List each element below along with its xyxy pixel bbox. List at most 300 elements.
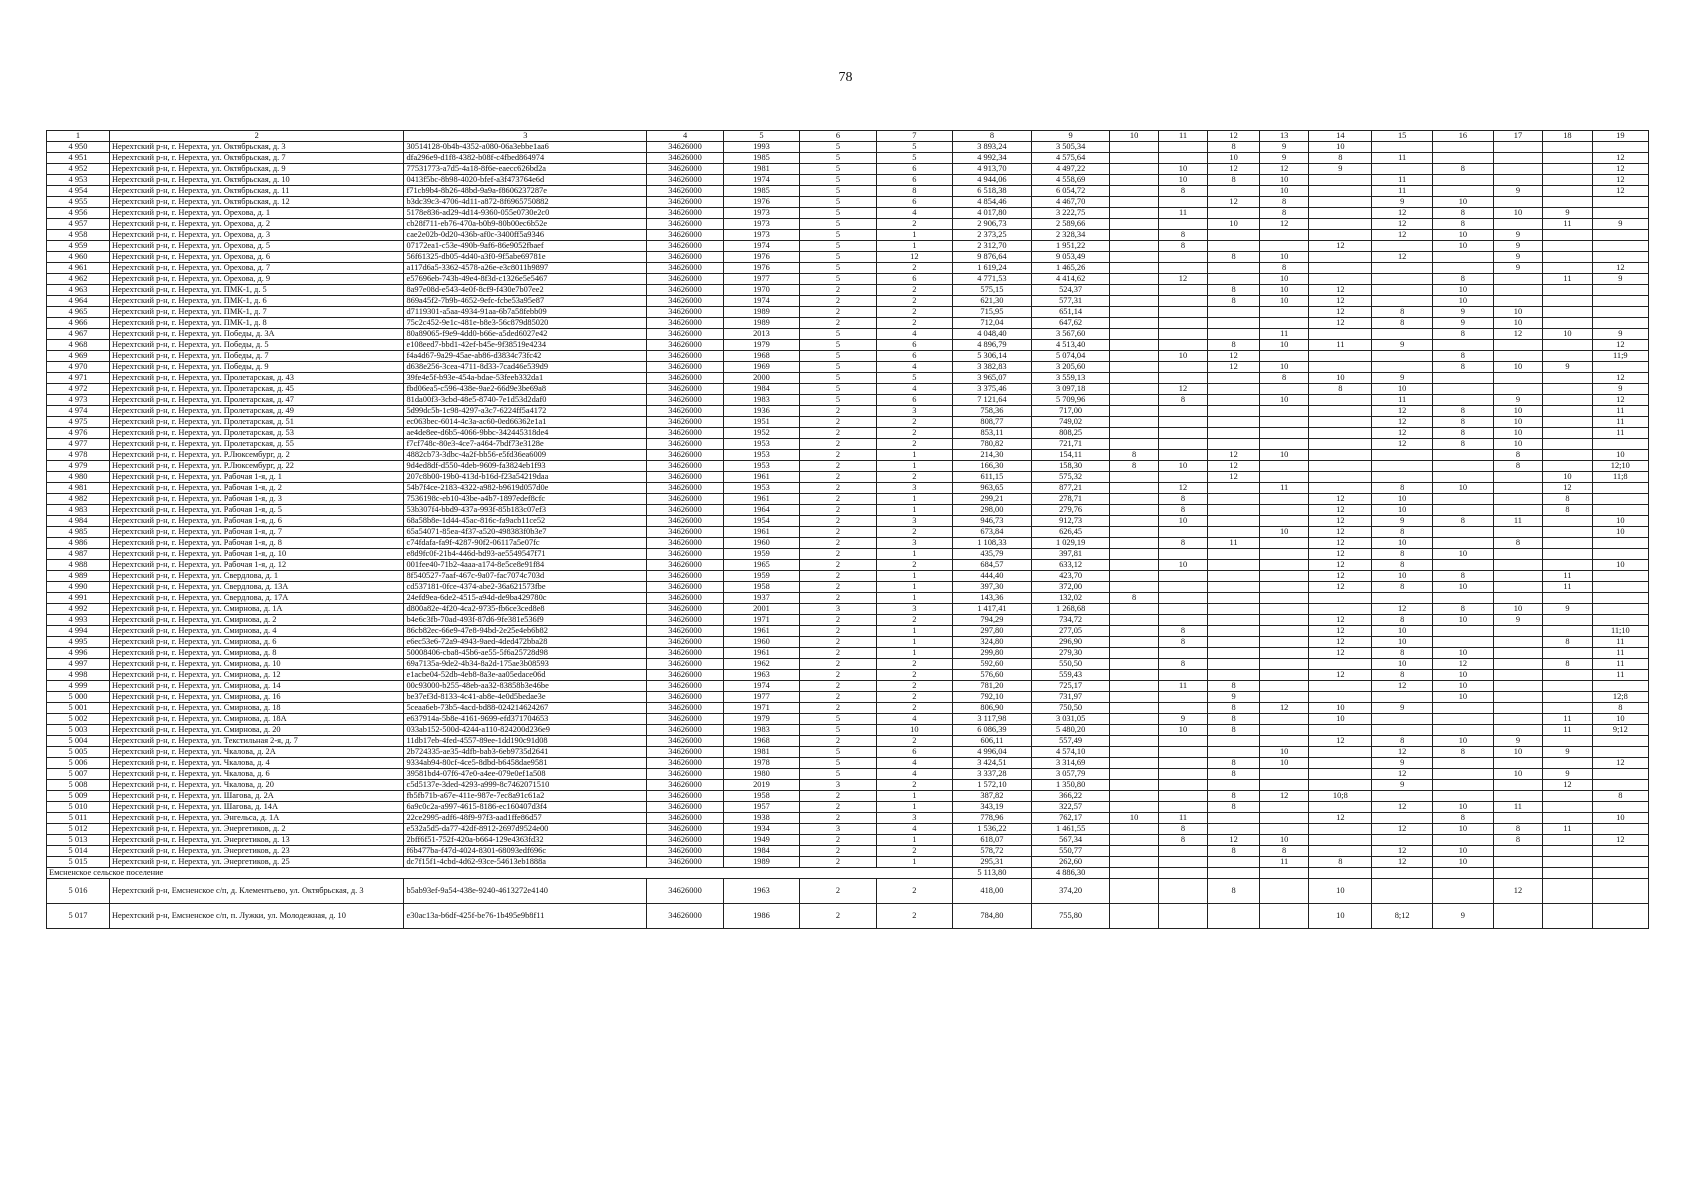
table-cell	[1493, 648, 1542, 659]
table-row	[47, 285, 1649, 296]
address-cell: Нерехтский р-н, г. Нерехта, ул. Текстильная 2-я, д. 7	[109, 736, 404, 747]
table-cell	[1493, 285, 1542, 296]
table-cell: 8	[1493, 461, 1542, 472]
table-cell	[1208, 780, 1260, 791]
table-cell	[1543, 626, 1592, 637]
table-cell: 9	[1543, 604, 1592, 615]
table-cell: 725,17	[1031, 681, 1110, 692]
id-cell: cd537181-0fce-4374-abe2-36a621573fbe	[404, 582, 647, 593]
table-cell	[1110, 274, 1158, 285]
table-cell: 1979	[723, 714, 799, 725]
table-cell	[1158, 747, 1207, 758]
id-cell: 5ceaa6eb-73b5-4acd-bd88-024214624267	[404, 703, 647, 714]
table-cell: 946,73	[953, 516, 1032, 527]
table-cell: 10	[1158, 461, 1207, 472]
table-row	[47, 494, 1649, 505]
table-cell: 5 000	[47, 692, 110, 703]
table-cell: 524,37	[1031, 285, 1110, 296]
table-cell	[1158, 692, 1207, 703]
table-cell	[1259, 538, 1308, 549]
table-cell: 4 954	[47, 186, 110, 197]
table-cell: 12	[1372, 747, 1433, 758]
table-cell: 3 222,75	[1031, 208, 1110, 219]
table-row	[47, 791, 1649, 802]
table-cell	[1309, 868, 1372, 879]
table-cell: 3	[876, 813, 952, 824]
table-cell	[1158, 362, 1207, 373]
table-cell: 11	[1543, 274, 1592, 285]
table-cell: 8	[1433, 164, 1494, 175]
table-cell: 1973	[723, 230, 799, 241]
table-cell: 1 461,55	[1031, 824, 1110, 835]
table-cell: 11	[1592, 648, 1648, 659]
table-cell	[1208, 505, 1260, 516]
table-cell: 4 956	[47, 208, 110, 219]
address-cell: Нерехтский р-н, г. Нерехта, ул. Энергетиков, д. 13	[109, 835, 404, 846]
table-cell: 10	[876, 725, 952, 736]
id-cell: 75c2c452-9e1c-481e-b8e3-56c879d85020	[404, 318, 647, 329]
table-cell: 5	[800, 252, 876, 263]
table-cell	[1110, 241, 1158, 252]
table-cell: 4 965	[47, 307, 110, 318]
table-cell: 781,20	[953, 681, 1032, 692]
address-cell: Нерехтский р-н, г. Нерехта, ул. Смирнова, д. 16	[109, 692, 404, 703]
table-cell	[1493, 296, 1542, 307]
table-cell: 1977	[723, 692, 799, 703]
table-cell: 12	[1372, 417, 1433, 428]
table-cell	[1110, 153, 1158, 164]
table-cell	[1110, 692, 1158, 703]
table-cell: 2	[876, 703, 952, 714]
table-cell: 5 306,14	[953, 351, 1032, 362]
table-cell	[1110, 252, 1158, 263]
table-cell	[1110, 417, 1158, 428]
table-cell	[1208, 813, 1260, 824]
table-cell	[1433, 769, 1494, 780]
table-cell	[1543, 406, 1592, 417]
table-cell	[1110, 648, 1158, 659]
table-cell: 1974	[723, 296, 799, 307]
table-cell	[1372, 274, 1433, 285]
id-cell: 869a45f2-7b9b-4652-9efc-fcbe53a95e87	[404, 296, 647, 307]
table-cell	[1110, 472, 1158, 483]
table-cell: 2	[800, 406, 876, 417]
table-cell: 10	[1259, 296, 1308, 307]
column-header: 14	[1309, 131, 1372, 142]
id-cell: e108eed7-bbd1-42ef-b45e-9f38519e4234	[404, 340, 647, 351]
table-cell: 34626000	[647, 230, 723, 241]
table-cell	[1208, 527, 1260, 538]
table-cell: 1	[876, 450, 952, 461]
table-cell: 2	[800, 904, 876, 929]
table-cell	[1110, 483, 1158, 494]
table-cell: 9	[1493, 615, 1542, 626]
table-cell: 9	[1259, 142, 1308, 153]
table-cell	[1493, 175, 1542, 186]
table-cell	[1208, 747, 1260, 758]
table-cell	[1158, 219, 1207, 230]
table-cell	[1158, 417, 1207, 428]
table-cell	[1158, 615, 1207, 626]
table-cell: 10	[1259, 175, 1308, 186]
table-row	[47, 904, 1649, 929]
table-cell: 2	[800, 527, 876, 538]
table-cell: 731,97	[1031, 692, 1110, 703]
table-cell: 1993	[723, 142, 799, 153]
table-cell: 5 007	[47, 769, 110, 780]
id-cell: 0413f5bc-8b98-4020-bfef-a3f473764e6d	[404, 175, 647, 186]
id-cell: 50008406-cba8-45b6-ae55-5f6a25728d98	[404, 648, 647, 659]
table-cell	[1543, 593, 1592, 604]
table-cell	[1158, 904, 1207, 929]
table-cell	[1493, 725, 1542, 736]
table-cell: 2	[876, 263, 952, 274]
table-cell: 8	[1433, 516, 1494, 527]
table-cell	[1259, 318, 1308, 329]
id-cell: b5ab93ef-9a54-438e-9240-4613272e4140	[404, 879, 647, 904]
table-cell: 10	[1433, 230, 1494, 241]
table-cell: 279,76	[1031, 505, 1110, 516]
id-cell: 4882cb73-3dbc-4a2f-bb56-e5fd36ea6009	[404, 450, 647, 461]
table-cell: 9	[1372, 516, 1433, 527]
table-cell	[1259, 659, 1308, 670]
table-cell	[1208, 483, 1260, 494]
table-cell: 10	[1493, 604, 1542, 615]
table-cell: 3 965,07	[953, 373, 1032, 384]
table-cell: 34626000	[647, 615, 723, 626]
table-row	[47, 637, 1649, 648]
table-row	[47, 747, 1649, 758]
table-cell: 5	[800, 329, 876, 340]
table-cell: 1985	[723, 186, 799, 197]
table-cell: 8	[1208, 340, 1260, 351]
table-cell: 1 536,22	[953, 824, 1032, 835]
table-cell	[1208, 560, 1260, 571]
table-cell: 4 976	[47, 428, 110, 439]
address-cell: Нерехтский р-н, г. Нерехта, ул. ПМК-1, д. 5	[109, 285, 404, 296]
table-cell	[1543, 868, 1592, 879]
table-cell	[1208, 439, 1260, 450]
table-cell	[1543, 670, 1592, 681]
table-cell: 2	[800, 505, 876, 516]
table-cell: 2	[800, 582, 876, 593]
table-cell: 2013	[723, 329, 799, 340]
table-cell: 8	[1433, 428, 1494, 439]
table-cell	[1592, 483, 1648, 494]
table-cell	[1309, 472, 1372, 483]
table-cell	[1372, 791, 1433, 802]
table-cell	[1158, 571, 1207, 582]
table-cell	[1208, 208, 1260, 219]
table-cell: 4 967	[47, 329, 110, 340]
table-cell: 8	[1433, 439, 1494, 450]
table-cell	[1208, 494, 1260, 505]
table-cell: 34626000	[647, 483, 723, 494]
table-cell	[1543, 736, 1592, 747]
table-cell: 2	[800, 538, 876, 549]
table-cell	[1110, 329, 1158, 340]
table-cell: 10	[1259, 758, 1308, 769]
table-cell: 34626000	[647, 329, 723, 340]
table-cell	[1259, 241, 1308, 252]
table-cell: 8	[1158, 395, 1207, 406]
table-cell: 10	[1309, 904, 1372, 929]
table-cell: 778,96	[953, 813, 1032, 824]
id-cell: 6a9c0c2a-a997-4615-8186-ec160407d3f4	[404, 802, 647, 813]
table-cell	[1433, 494, 1494, 505]
address-cell: Нерехтский р-н, г. Нерехта, ул. Победы, д. 3А	[109, 329, 404, 340]
table-cell: 34626000	[647, 505, 723, 516]
table-cell	[1493, 142, 1542, 153]
table-cell: 7 121,64	[953, 395, 1032, 406]
table-cell: 9	[1372, 373, 1433, 384]
id-cell: 5178e836-ad29-4d14-9360-055e0730e2c0	[404, 208, 647, 219]
table-cell: 2	[876, 736, 952, 747]
table-cell: 8	[1158, 835, 1207, 846]
table-row	[47, 593, 1649, 604]
table-cell	[1110, 780, 1158, 791]
table-cell: 9	[1493, 252, 1542, 263]
table-cell	[1543, 450, 1592, 461]
table-cell	[1592, 549, 1648, 560]
table-cell: 262,60	[1031, 857, 1110, 868]
table-cell: 9	[1309, 164, 1372, 175]
table-cell: 4 017,80	[953, 208, 1032, 219]
table-cell: 1970	[723, 285, 799, 296]
table-cell: 6	[876, 164, 952, 175]
table-cell: 1963	[723, 879, 799, 904]
table-cell: 12	[1309, 318, 1372, 329]
table-cell: 12	[1592, 395, 1648, 406]
address-cell: Нерехтский р-н, Емсненское с/п, д. Клементьево, ул. Октябрьская, д. 3	[109, 879, 404, 904]
table-cell	[1592, 780, 1648, 791]
table-cell	[1543, 846, 1592, 857]
table-cell: 34626000	[647, 494, 723, 505]
table-cell: 12	[1592, 373, 1648, 384]
table-cell	[1158, 736, 1207, 747]
table-cell: 2 312,70	[953, 241, 1032, 252]
table-cell: 10	[1433, 802, 1494, 813]
table-cell: 10	[1259, 835, 1308, 846]
table-cell: 611,15	[953, 472, 1032, 483]
table-cell	[1592, 494, 1648, 505]
table-cell: 10	[1592, 813, 1648, 824]
table-cell: 9	[1543, 362, 1592, 373]
table-cell: 2	[876, 615, 952, 626]
table-cell	[1543, 252, 1592, 263]
table-cell	[1433, 175, 1494, 186]
table-cell	[1110, 879, 1158, 904]
table-cell: 4 966	[47, 318, 110, 329]
column-header: 9	[1031, 131, 1110, 142]
table-cell: 5	[800, 186, 876, 197]
id-cell: 9d4ed8df-d550-4deb-9609-fa3824eb1f93	[404, 461, 647, 472]
table-cell: 12	[1208, 450, 1260, 461]
address-cell: Нерехтский р-н, г. Нерехта, ул. Рабочая 1-я, д. 1	[109, 472, 404, 483]
table-cell	[1158, 791, 1207, 802]
table-cell: 4 985	[47, 527, 110, 538]
table-cell: 5 010	[47, 802, 110, 813]
table-cell: 5	[800, 153, 876, 164]
table-cell: 2	[800, 318, 876, 329]
table-cell: 423,70	[1031, 571, 1110, 582]
table-cell: 11;9	[1592, 351, 1648, 362]
table-cell: 12	[1592, 164, 1648, 175]
table-cell: 34626000	[647, 318, 723, 329]
table-cell: 5 006	[47, 758, 110, 769]
table-cell: 12	[1309, 615, 1372, 626]
table-cell: 8	[1433, 813, 1494, 824]
table-cell	[1309, 692, 1372, 703]
table-cell	[1208, 824, 1260, 835]
table-cell: 34626000	[647, 153, 723, 164]
table-cell: 2	[800, 703, 876, 714]
table-cell	[1110, 857, 1158, 868]
table-cell: 1965	[723, 560, 799, 571]
table-cell	[1158, 252, 1207, 263]
table-cell: 8	[1433, 747, 1494, 758]
table-cell	[1543, 197, 1592, 208]
table-cell	[1543, 241, 1592, 252]
table-cell: 12	[1309, 505, 1372, 516]
table-cell: 4 995	[47, 637, 110, 648]
table-cell: 8	[1110, 461, 1158, 472]
table-cell: 4 467,70	[1031, 197, 1110, 208]
table-cell: 12	[1158, 384, 1207, 395]
table-cell	[1110, 769, 1158, 780]
table-cell: 1979	[723, 340, 799, 351]
table-cell: 618,07	[953, 835, 1032, 846]
table-cell	[1433, 461, 1494, 472]
table-cell	[1110, 670, 1158, 681]
table-cell	[1543, 802, 1592, 813]
table-cell: 12	[1372, 406, 1433, 417]
table-cell	[1158, 340, 1207, 351]
id-cell: 2bff6f51-752f-420a-b664-129e4363fd32	[404, 835, 647, 846]
table-cell: 343,19	[953, 802, 1032, 813]
table-row	[47, 307, 1649, 318]
table-cell	[1158, 307, 1207, 318]
table-cell	[1309, 230, 1372, 241]
table-cell	[1372, 879, 1433, 904]
id-cell: f7cf748c-80e3-4ce7-a464-7bdf73e3128e	[404, 439, 647, 450]
table-cell: 4	[876, 758, 952, 769]
column-header: 16	[1433, 131, 1494, 142]
table-cell	[1208, 428, 1260, 439]
table-cell	[1543, 384, 1592, 395]
table-cell: 8	[1208, 769, 1260, 780]
table-cell: 4 854,46	[953, 197, 1032, 208]
table-cell: 8	[1158, 230, 1207, 241]
table-cell: 10	[1543, 472, 1592, 483]
table-cell: 1981	[723, 747, 799, 758]
section-label: Емсненское сельское поселение	[47, 868, 953, 879]
address-cell: Нерехтский р-н, г. Нерехта, ул. Смирнова, д. 18А	[109, 714, 404, 725]
table-cell: 1989	[723, 857, 799, 868]
table-cell: 1976	[723, 263, 799, 274]
table-cell: 8	[1543, 659, 1592, 670]
id-cell: 00c93000-b255-48eb-aa32-83858b3e46be	[404, 681, 647, 692]
table-cell: 10	[1433, 483, 1494, 494]
address-cell: Нерехтский р-н, г. Нерехта, ул. Свердлова, д. 1	[109, 571, 404, 582]
table-cell: 2	[876, 417, 952, 428]
table-cell	[1433, 780, 1494, 791]
table-cell: 2 906,73	[953, 219, 1032, 230]
table-cell: 10	[1433, 824, 1494, 835]
address-cell: Нерехтский р-н, г. Нерехта, ул. Смирнова, д. 10	[109, 659, 404, 670]
table-cell: 1	[876, 571, 952, 582]
table-cell	[1259, 769, 1308, 780]
address-cell: Нерехтский р-н, г. Нерехта, ул. Орехова, д. 3	[109, 230, 404, 241]
table-cell	[1372, 593, 1433, 604]
address-cell: Нерехтский р-н, г. Нерехта, ул. Пролетарская, д. 47	[109, 395, 404, 406]
table-cell	[1110, 340, 1158, 351]
table-cell: 8	[1543, 505, 1592, 516]
table-cell: 1 417,41	[953, 604, 1032, 615]
id-cell: f71cb9b4-8b26-48bd-9a9a-f8606237287e	[404, 186, 647, 197]
id-cell: 39fe4e5f-b93e-454a-bdae-53feeb332da1	[404, 373, 647, 384]
table-row	[47, 472, 1649, 483]
table-cell: 277,05	[1031, 626, 1110, 637]
table-cell: 9	[1592, 219, 1648, 230]
table-cell: 8	[1592, 791, 1648, 802]
id-cell: 81da00f3-3cbd-48e5-8740-7e1d53d2daf0	[404, 395, 647, 406]
table-row	[47, 439, 1649, 450]
id-cell: 9334ab94-80cf-4ce5-8dbd-b6458dae9581	[404, 758, 647, 769]
table-cell: 12	[1592, 153, 1648, 164]
table-cell	[1372, 692, 1433, 703]
table-cell	[1208, 593, 1260, 604]
table-cell	[1110, 538, 1158, 549]
table-cell: 1973	[723, 208, 799, 219]
table-cell	[1110, 714, 1158, 725]
table-cell	[1433, 725, 1494, 736]
table-cell: 2	[800, 670, 876, 681]
table-row	[47, 604, 1649, 615]
address-cell: Нерехтский р-н, г. Нерехта, ул. Энергетиков, д. 2	[109, 824, 404, 835]
table-cell: 11	[1592, 406, 1648, 417]
table-cell: 963,65	[953, 483, 1032, 494]
table-cell: 715,95	[953, 307, 1032, 318]
table-cell: 2	[800, 307, 876, 318]
table-cell: 10	[1592, 450, 1648, 461]
table-cell	[1208, 648, 1260, 659]
id-cell: 8a97e08d-e543-4e0f-8cf9-f430e7b07ee2	[404, 285, 647, 296]
table-header-row	[47, 131, 1649, 142]
table-cell: 8	[1433, 571, 1494, 582]
table-cell	[1110, 758, 1158, 769]
table-cell: 559,43	[1031, 670, 1110, 681]
table-cell: 8	[1208, 703, 1260, 714]
table-cell: 5	[876, 153, 952, 164]
table-cell	[1433, 868, 1494, 879]
table-cell: 34626000	[647, 395, 723, 406]
table-row	[47, 560, 1649, 571]
table-cell: 9 876,64	[953, 252, 1032, 263]
table-cell: 324,80	[953, 637, 1032, 648]
table-cell: 1949	[723, 835, 799, 846]
table-cell: 1	[876, 593, 952, 604]
table-cell	[1433, 450, 1494, 461]
table-cell: 712,04	[953, 318, 1032, 329]
address-cell: Нерехтский р-н, г. Нерехта, ул. Октябрьская, д. 11	[109, 186, 404, 197]
table-cell: 12	[1309, 296, 1372, 307]
table-cell	[1592, 857, 1648, 868]
table-cell	[1110, 197, 1158, 208]
table-cell	[1309, 406, 1372, 417]
table-cell: 1	[876, 648, 952, 659]
table-cell: 2	[800, 692, 876, 703]
